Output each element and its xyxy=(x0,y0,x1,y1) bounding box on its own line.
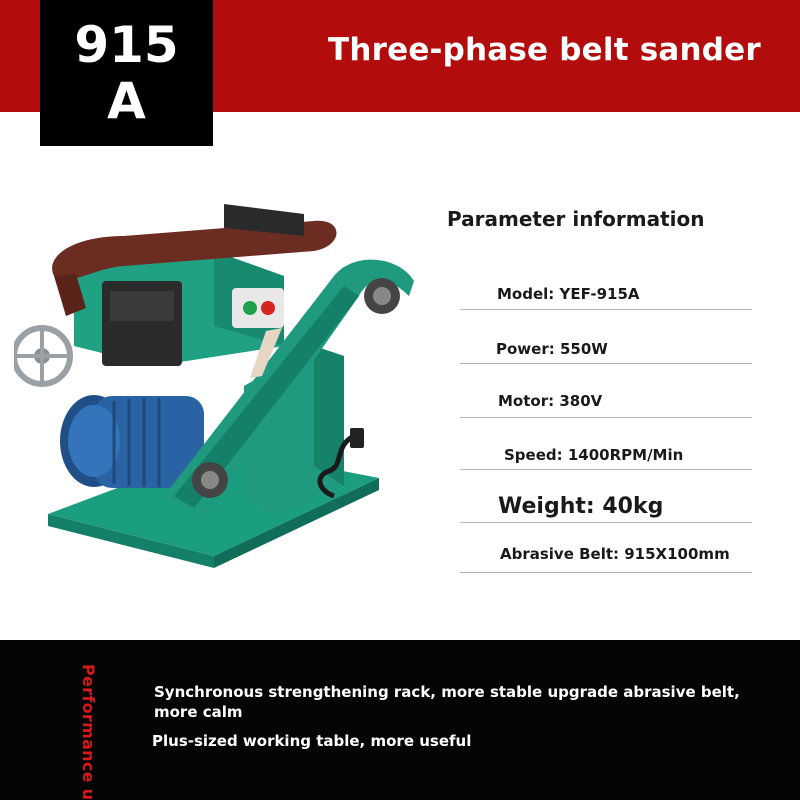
model-badge xyxy=(40,0,213,146)
param-speed: Speed: 1400RPM/Min xyxy=(504,446,684,464)
model-suffix: A xyxy=(107,72,146,130)
page-title: Three-phase belt sander xyxy=(328,32,761,68)
param-row-weight xyxy=(460,488,752,523)
param-power: Power: 550W xyxy=(496,340,608,358)
belt-sander-illustration xyxy=(14,196,434,576)
performance-side-label: Performance u xyxy=(79,664,98,800)
param-row-speed xyxy=(460,436,752,470)
parameter-heading: Parameter information xyxy=(447,207,705,231)
param-row-belt xyxy=(460,540,752,573)
param-motor: Motor: 380V xyxy=(498,392,603,410)
param-row-model xyxy=(460,276,752,310)
param-row-power xyxy=(460,330,752,364)
param-weight: Weight: 40kg xyxy=(498,494,664,519)
param-row-motor xyxy=(460,384,752,418)
feature-item: Plus-sized working table, more useful xyxy=(152,732,472,750)
param-abrasive-belt: Abrasive Belt: 915X100mm xyxy=(500,545,730,563)
feature-item: Synchronous strengthening rack, more stable upgrade abrasive belt, more calm xyxy=(154,683,740,721)
param-model: Model: YEF-915A xyxy=(497,285,640,303)
model-number: 915 xyxy=(74,16,179,74)
